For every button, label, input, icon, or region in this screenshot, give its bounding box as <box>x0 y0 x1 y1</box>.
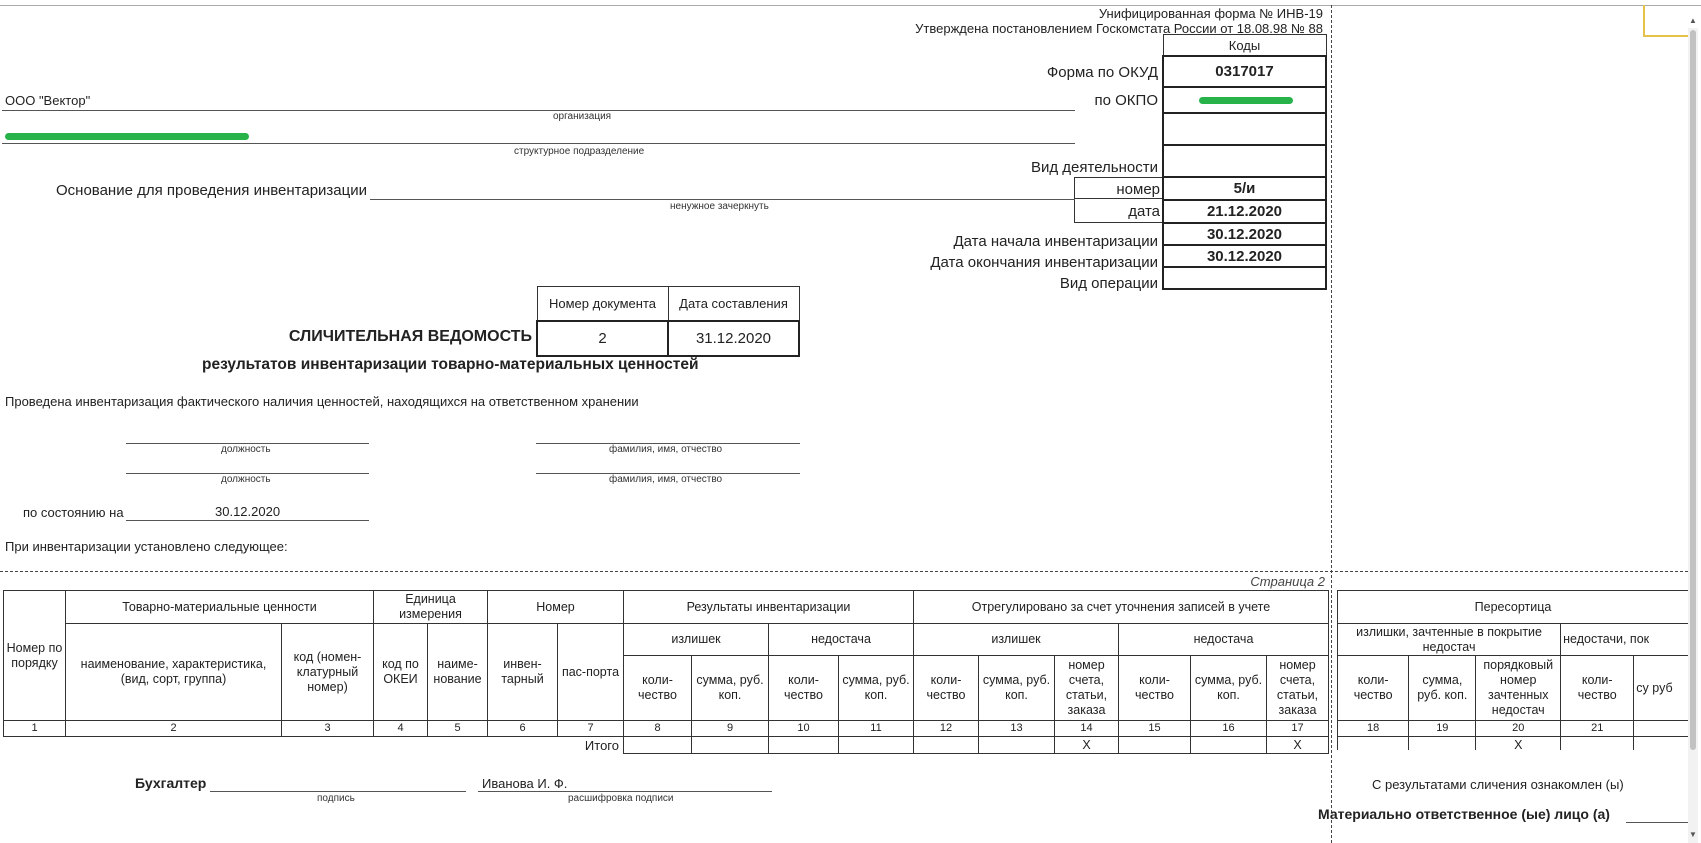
document-title: СЛИЧИТЕЛЬНАЯ ВЕДОМОСТЬ <box>288 328 532 345</box>
regrade-header: Пересортица <box>1338 591 1689 624</box>
itogo-x-20: X <box>1476 737 1561 751</box>
document-number-table <box>536 286 800 357</box>
fio-caption-1: фамилия, имя, отчество <box>609 444 723 455</box>
scroll-down-icon[interactable]: ▼ <box>1689 830 1697 839</box>
activity-code <box>1163 145 1326 177</box>
page-separator-horizontal <box>0 571 1688 572</box>
col-num: 5 <box>428 721 488 737</box>
document-subtitle: результатов инвентаризации товарно-материальных ценностей <box>202 356 699 373</box>
doc-date-header: Дата составления <box>668 287 799 322</box>
adjusted-shortage-header: недостача <box>1119 624 1329 656</box>
col-num: 15 <box>1119 721 1191 737</box>
position-caption-1: должность <box>221 444 271 455</box>
col-num: 18 <box>1338 721 1409 737</box>
okud-label: Форма по ОКУД <box>1046 64 1158 81</box>
doc-date: 31.12.2020 <box>668 321 799 356</box>
col-num: 12 <box>914 721 979 737</box>
acquainted-text: С результатами сличения ознакомлен (ы) <box>1372 777 1624 792</box>
column-numbers-row-2 <box>1338 721 1689 737</box>
inventory-table <box>3 590 1329 754</box>
col-num: 14 <box>1055 721 1119 737</box>
as-of-line <box>126 520 369 521</box>
conducted-text: Проведена инвентаризация фактического наличия ценностей, находящихся на ответственном хранении <box>5 394 639 409</box>
col-num: 1 <box>4 721 66 737</box>
col-num: 16 <box>1191 721 1267 737</box>
col-num-header: Номер по порядку <box>4 591 66 721</box>
scrollbar-thumb[interactable] <box>1690 30 1696 750</box>
inv-header: инвен-тарный <box>488 624 558 721</box>
fio-caption-2: фамилия, имя, отчество <box>609 474 723 485</box>
col-num: 11 <box>839 721 914 737</box>
operation-label: Вид операции <box>1059 275 1158 292</box>
org-caption: организация <box>553 111 612 122</box>
order-number: 5/и <box>1163 177 1326 200</box>
account-header-14: номер счета, статьи, заказа <box>1055 656 1119 721</box>
accountant-signature-line <box>210 791 466 792</box>
col-num: 19 <box>1409 721 1476 737</box>
qty-header-18: коли-чество <box>1338 656 1409 721</box>
order-date-label: дата <box>1128 203 1160 220</box>
activity-label: Вид деятельности <box>1030 159 1158 176</box>
regrade-shortage-header: недостачи, пок <box>1561 624 1688 656</box>
col-num: 13 <box>979 721 1055 737</box>
col-num: 6 <box>488 721 558 737</box>
unit-code-header: код по ОКЕИ <box>374 624 428 721</box>
results-header: Результаты инвентаризации <box>624 591 914 624</box>
col-num: 4 <box>374 721 428 737</box>
doc-number: 2 <box>537 321 668 356</box>
operation-code <box>1163 267 1326 289</box>
okud-code: 0317017 <box>1163 56 1326 87</box>
sum-header-22: су руб <box>1634 656 1688 721</box>
itogo-label: Итого <box>584 737 619 753</box>
signature-caption: подпись <box>317 793 355 804</box>
adjusted-surplus-header: излишек <box>914 624 1119 656</box>
order-num-header-20: порядковый номер зачтенных недостач <box>1476 656 1561 721</box>
codes-table <box>1162 34 1327 290</box>
col-num: 21 <box>1561 721 1634 737</box>
accountant-name: Иванова И. Ф. <box>482 776 568 791</box>
adjusted-header: Отрегулировано за счет уточнения записей в учете <box>914 591 1329 624</box>
end-date: 30.12.2020 <box>1163 245 1326 267</box>
qty-header-12: коли-чество <box>914 656 979 721</box>
next-page-corner <box>1643 5 1689 37</box>
col-num: 17 <box>1267 721 1329 737</box>
passport-header: пас-порта <box>558 624 624 721</box>
doc-number-header: Номер документа <box>537 287 668 322</box>
itogo-x-17: X <box>1267 737 1329 754</box>
account-header-17: номер счета, статьи, заказа <box>1267 656 1329 721</box>
result-surplus-header: излишек <box>624 624 769 656</box>
start-label: Дата начала инвентаризации <box>953 233 1158 250</box>
redaction-mark <box>1199 97 1293 104</box>
basis-line <box>370 199 1075 200</box>
form-approved: Утверждена постановлением Госкомстата России от 18.08.98 № 88 <box>915 21 1323 36</box>
page-number: Страница 2 <box>1250 574 1325 589</box>
itogo-x-14: X <box>1055 737 1119 754</box>
codes-title: Коды <box>1163 35 1326 57</box>
qty-header-15: коли-чество <box>1119 656 1191 721</box>
sum-header-9: сумма, руб. коп. <box>692 656 769 721</box>
form-name: Унифицированная форма № ИНВ-19 <box>1098 6 1323 21</box>
col-num: 10 <box>769 721 839 737</box>
subdivision-caption: структурное подразделение <box>514 146 645 157</box>
qty-header-10: коли-чество <box>769 656 839 721</box>
established-text: При инвентаризации установлено следующее: <box>5 539 288 554</box>
regrade-surplus-header: излишки, зачтенные в покрытие недостач <box>1338 624 1561 656</box>
tmc-name-header: наименование, характеристика, (вид, сорт, группа) <box>66 624 282 721</box>
col-num: 2 <box>66 721 282 737</box>
itogo-row-2 <box>1338 737 1689 751</box>
decode-caption: расшифровка подписи <box>568 793 674 804</box>
org-name: ООО "Вектор" <box>5 93 91 108</box>
subdivision-redaction <box>5 133 249 140</box>
scroll-up-icon[interactable]: ▲ <box>1689 16 1697 25</box>
regrade-table <box>1337 590 1688 750</box>
result-shortage-header: недостача <box>769 624 914 656</box>
top-border <box>0 5 1701 6</box>
blank-code <box>1163 113 1326 145</box>
order-date: 21.12.2020 <box>1163 200 1326 223</box>
as-of-date: 30.12.2020 <box>215 504 281 519</box>
qty-header-21: коли-чество <box>1561 656 1634 721</box>
col-num: 20 <box>1476 721 1561 737</box>
sum-header-16: сумма, руб. коп. <box>1191 656 1267 721</box>
okpo-label: по ОКПО <box>1094 92 1158 109</box>
itogo-row <box>4 737 1329 754</box>
accountant-label: Бухгалтер <box>135 775 207 791</box>
mol-label: Материально ответственное (ые) лицо (а) <box>1318 806 1610 822</box>
start-date: 30.12.2020 <box>1163 223 1326 245</box>
basis-label: Основание для проведения инвентаризации <box>56 182 367 199</box>
col-num: 3 <box>282 721 374 737</box>
number-header: Номер <box>488 591 624 624</box>
org-line <box>2 110 1075 111</box>
regrade-clip <box>1337 585 1688 750</box>
accountant-name-line <box>478 791 772 792</box>
col-num: 8 <box>624 721 692 737</box>
sum-header-19: сумма, руб. коп. <box>1409 656 1476 721</box>
page-separator-vertical <box>1331 5 1332 843</box>
tmc-header: Товарно-материальные ценности <box>66 591 374 624</box>
col-num: 7 <box>558 721 624 737</box>
end-label: Дата окончания инвентаризации <box>930 254 1158 271</box>
tmc-code-header: код (номен-клатурный номер) <box>282 624 374 721</box>
as-of-label: по состоянию на <box>23 505 124 520</box>
unit-header: Единица измерения <box>374 591 488 624</box>
mol-signature-line <box>1626 822 1688 823</box>
column-numbers-row <box>4 721 1329 737</box>
okpo-code <box>1163 87 1326 113</box>
qty-header-8: коли-чество <box>624 656 692 721</box>
sum-header-13: сумма, руб. коп. <box>979 656 1055 721</box>
position-caption-2: должность <box>221 474 271 485</box>
sum-header-11: сумма, руб. коп. <box>839 656 914 721</box>
basis-caption: ненужное зачеркнуть <box>670 201 769 212</box>
order-number-label: номер <box>1116 181 1160 198</box>
subdivision-line <box>2 143 1075 144</box>
unit-name-header: наиме-нование <box>428 624 488 721</box>
col-num: 9 <box>692 721 769 737</box>
